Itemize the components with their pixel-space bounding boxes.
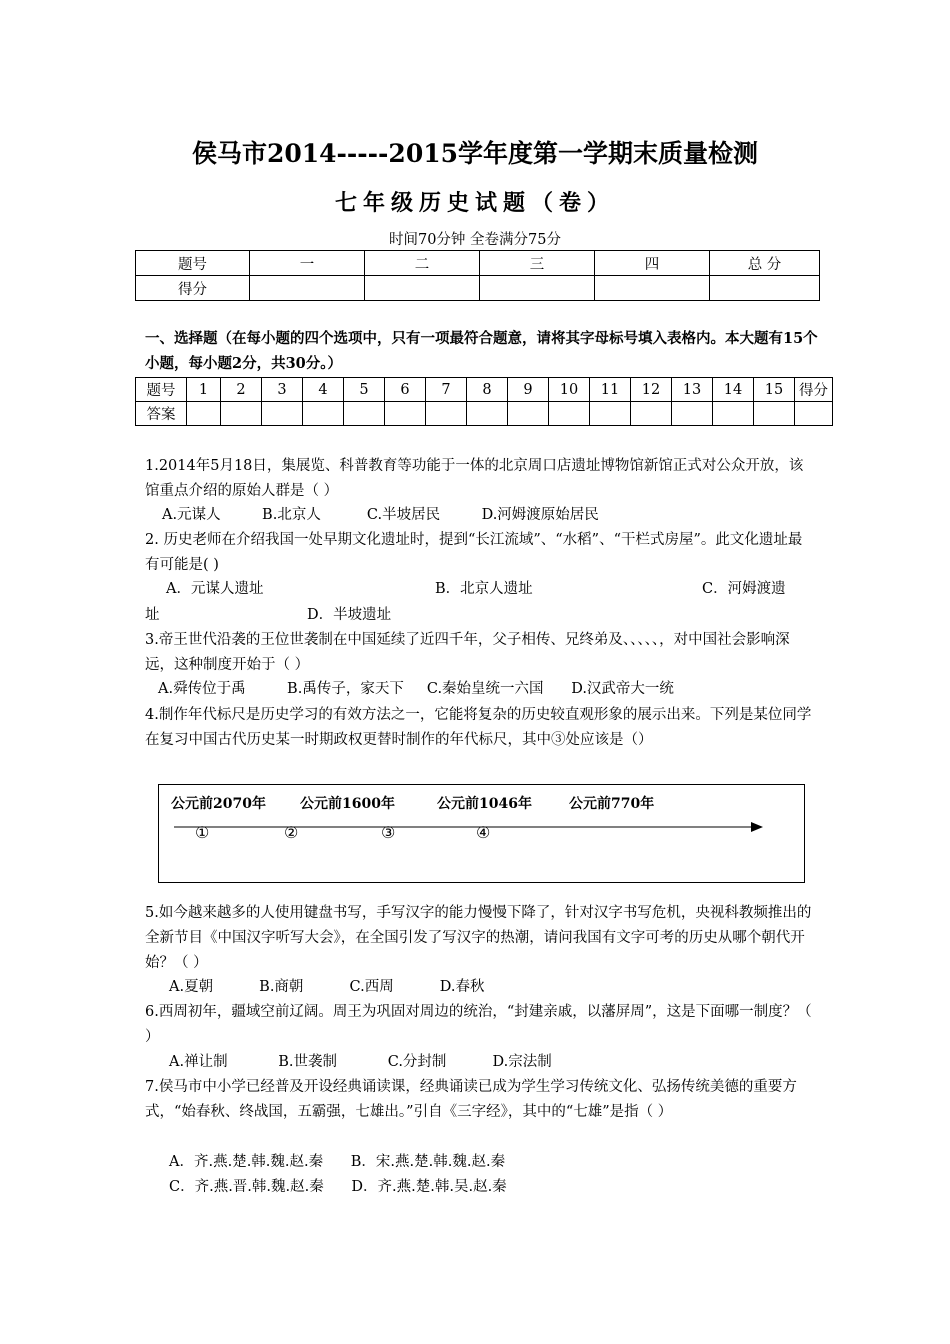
exam-subtitle: 七年级历史试题（卷）	[334, 190, 615, 216]
question-5-text: 5.如今越来越多的人使用键盘书写，手写汉字的能力慢慢下降了，针对汉字书写危机，央视科教频推出的全新节目《中国汉字听写大会》，在全国引发了写汉字的热潮，请问我国有文字可考的历史从哪个朝代开始？（ ）	[145, 905, 812, 971]
score-input-cell[interactable]	[710, 276, 820, 301]
score-cell: 题号	[136, 251, 250, 276]
score-input-cell[interactable]	[250, 276, 365, 301]
timeline-label: 公元前2070年	[171, 796, 266, 812]
answer-input-cell[interactable]	[713, 402, 754, 426]
answer-cell: 答案	[136, 402, 187, 426]
answer-input-cell[interactable]	[549, 402, 590, 426]
answer-input-cell[interactable]	[590, 402, 631, 426]
timeline-mark-3: ③	[381, 823, 396, 842]
timeline-mark-1: ①	[195, 823, 210, 842]
score-table-header-row	[136, 251, 820, 276]
answer-input-cell[interactable]	[344, 402, 385, 426]
question-1-options: A.元谋人 B.北京人 C.半坡居民 D.河姆渡原始居民	[162, 507, 599, 523]
question-2-option-a: A．元谋人遗址	[166, 581, 264, 597]
timeline-mark-4: ④	[476, 823, 491, 842]
answer-cell: 14	[713, 378, 754, 402]
answer-input-cell[interactable]	[754, 402, 795, 426]
answer-input-cell[interactable]	[262, 402, 303, 426]
answer-input-cell[interactable]	[467, 402, 508, 426]
question-7-text: 7.侯马市中小学已经普及开设经典诵读课，经典诵读已成为学生学习传统文化、弘扬传统美德的重要方式，“始春秋、终战国，五霸强，七雄出。”引自《三字经》，其中的“七雄”是指（ ）	[145, 1079, 797, 1120]
answer-cell: 5	[344, 378, 385, 402]
exam-title: 侯马市2014-----2015学年度第一学期末质量检测	[191, 139, 759, 168]
answer-cell: 9	[508, 378, 549, 402]
answer-cell: 15	[754, 378, 795, 402]
score-cell: 得分	[136, 276, 250, 301]
answer-table-header-row	[136, 378, 833, 402]
timeline-mark-2: ②	[284, 823, 299, 842]
timeline-figure	[158, 784, 805, 883]
answer-cell: 1	[187, 378, 221, 402]
answer-input-cell[interactable]	[508, 402, 549, 426]
answer-input-cell[interactable]	[221, 402, 262, 426]
question-4-text: 4.制作年代标尺是历史学习的有效方法之一，它能将复杂的历史较直观形象的展示出来。下列是某位同学在复习中国古代历史某一时期政权更替时制作的年代标尺，其中③处应该是（）	[145, 707, 812, 748]
score-cell: 三	[480, 251, 595, 276]
answer-cell: 11	[590, 378, 631, 402]
score-input-cell[interactable]	[365, 276, 480, 301]
score-table	[135, 250, 820, 301]
answer-cell: 2	[221, 378, 262, 402]
score-input-cell[interactable]	[595, 276, 710, 301]
question-3-text: 3.帝王世代沿袭的王位世袭制在中国延续了近四千年，父子相传、兄终弟及、、、、、，对中国社会影响深远，这种制度开始于（ ）	[145, 632, 790, 673]
answer-input-cell[interactable]	[795, 402, 833, 426]
question-3-options: A.舜传位于禹 B.禹传子，家天下 C.秦始皇统一六国 D.汉武帝大一统	[158, 681, 674, 697]
answer-cell: 4	[303, 378, 344, 402]
question-7-options-row-1: A．齐.燕.楚.韩.魏.赵.秦 B．宋.燕.楚.韩.魏.赵.秦	[169, 1154, 506, 1170]
question-2-option-c-cont: 址	[145, 607, 160, 623]
score-cell: 四	[595, 251, 710, 276]
section-1-heading: 一、选择题（在每小题的四个选项中，只有一项最符合题意，请将其字母标号填入表格内。本大题有15个小题，每小题2分，共30分。）	[145, 330, 818, 372]
answer-input-cell[interactable]	[672, 402, 713, 426]
score-cell: 二	[365, 251, 480, 276]
question-6-options: A.禅让制 B.世袭制 C.分封制 D.宗法制	[169, 1054, 552, 1070]
answer-input-cell[interactable]	[385, 402, 426, 426]
answer-cell: 8	[467, 378, 508, 402]
question-2-text: 2. 历史老师在介绍我国一处早期文化遗址时，提到“长江流域”、“水稻”、“干栏式房屋”。此文化遗址最有可能是( )	[145, 532, 803, 573]
exam-info: 时间70分钟 全卷满分75分	[388, 232, 561, 248]
answer-input-cell[interactable]	[303, 402, 344, 426]
answer-cell: 7	[426, 378, 467, 402]
score-input-cell[interactable]	[480, 276, 595, 301]
question-2-option-c: C．河姆渡遗	[702, 581, 786, 597]
answer-cell: 6	[385, 378, 426, 402]
question-7-options-row-2: C．齐.燕.晋.韩.魏.赵.秦 D．齐.燕.楚.韩.吴.赵.秦	[169, 1179, 507, 1195]
question-5-options: A.夏朝 B.商朝 C.西周 D.春秋	[169, 979, 485, 995]
score-cell: 一	[250, 251, 365, 276]
answer-cell: 题号	[136, 378, 187, 402]
question-1-text: 1.2014年5月18日，集展览、科普教育等功能于一体的北京周口店遗址博物馆新馆正式对公众开放，该馆重点介绍的原始人群是（ ）	[145, 458, 804, 499]
timeline-label: 公元前770年	[569, 796, 655, 812]
answer-table-answer-row	[136, 402, 833, 426]
score-table-score-row	[136, 276, 820, 301]
answer-cell: 3	[262, 378, 303, 402]
question-2-option-b: B．北京人遗址	[435, 581, 533, 597]
timeline-label: 公元前1046年	[437, 796, 532, 812]
answer-input-cell[interactable]	[631, 402, 672, 426]
answer-cell: 10	[549, 378, 590, 402]
answer-cell: 得分	[795, 378, 833, 402]
score-cell: 总 分	[710, 251, 820, 276]
answer-cell: 13	[672, 378, 713, 402]
answer-input-cell[interactable]	[187, 402, 221, 426]
answer-cell: 12	[631, 378, 672, 402]
answer-input-cell[interactable]	[426, 402, 467, 426]
answer-table	[135, 377, 833, 426]
timeline-label: 公元前1600年	[300, 796, 395, 812]
question-2-option-d: D．半坡遗址	[307, 607, 392, 623]
question-6-text: 6.西周初年，疆域空前辽阔。周王为巩固对周边的统治，“封建亲戚，以藩屏周”，这是下面哪一制度？（ ）	[145, 1004, 812, 1045]
